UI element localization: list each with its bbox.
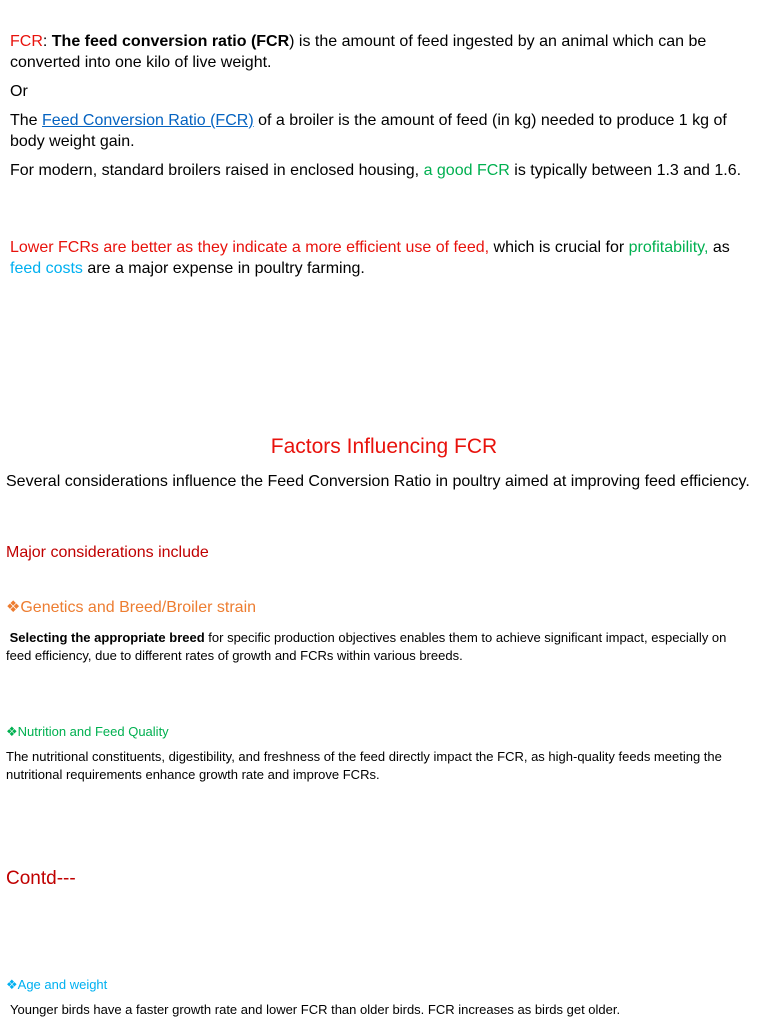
factors-title-text: Factors Influencing FCR	[270, 435, 498, 458]
fcr-definition-rest: ) is the amount of feed ingested by an animal which can be converted into one kilo of live weight.	[10, 33, 707, 71]
broiler-definition-rest: of a broiler is the amount of feed (in kg) needed to produce 1 kg of body weight gain.	[10, 112, 727, 150]
diamond-bullet-icon: ❖	[6, 977, 18, 992]
factors-title	[0, 435, 768, 459]
genetics-rest: for specific production objectives enables them to achieve significant impact, especially on feed efficiency, due to different rates of growth and FCRs within various breeds.	[6, 630, 727, 663]
broiler-definition	[0, 110, 768, 152]
lower-fcr-text	[0, 237, 768, 279]
major-considerations	[0, 544, 768, 562]
as-text: as	[708, 239, 730, 256]
age-text	[0, 1001, 768, 1019]
factors-intro	[0, 471, 768, 492]
the-text: The	[10, 112, 43, 129]
age-heading	[0, 976, 768, 994]
or-line	[0, 81, 768, 102]
fcr-definition	[0, 31, 768, 73]
expense-text: are a major expense in poultry farming.	[82, 260, 365, 277]
fcr-bold-definition: The feed conversion ratio (FCR	[51, 33, 290, 50]
age-heading-text: Age and weight	[17, 977, 108, 992]
diamond-bullet-icon: ❖	[6, 724, 18, 739]
fcr-link[interactable]: Feed Conversion Ratio (FCR)	[42, 112, 254, 129]
nutrition-heading-text: Nutrition and Feed Quality	[17, 724, 169, 739]
nutrition-text-body: The nutritional constituents, digestibility, and freshness of the feed directly impact the FCR, as high-quality feeds meeting the nutritional requirements enhance growth rate and improve FCRs.	[6, 749, 722, 782]
profitability-text: profitability,	[628, 239, 709, 256]
good-fcr: a good FCR	[423, 162, 510, 179]
diamond-bullet-icon: ❖	[6, 599, 21, 616]
lower-fcr-rest: which is crucial for	[489, 239, 629, 256]
nutrition-heading	[0, 723, 768, 741]
factors-intro-text: Several considerations influence the Feed Conversion Ratio in poultry aimed at improving feed efficiency.	[6, 473, 750, 490]
genetics-heading-text: Genetics and Breed/Broiler strain	[20, 599, 257, 616]
contd-label: Contd---	[6, 868, 76, 889]
fcr-label: FCR	[10, 33, 43, 50]
modern-post: is typically between 1.3 and 1.6.	[509, 162, 742, 179]
genetics-bold: Selecting the appropriate breed	[9, 630, 205, 645]
age-text-body: Younger birds have a faster growth rate and lower FCR than older birds. FCR increases as birds get older.	[10, 1002, 621, 1017]
major-considerations-text: Major considerations include	[6, 544, 209, 561]
contd-text	[0, 868, 768, 890]
nutrition-text	[0, 748, 768, 784]
genetics-heading	[0, 597, 768, 617]
colon: :	[42, 33, 52, 50]
genetics-text	[0, 629, 768, 665]
modern-pre: For modern, standard broilers raised in enclosed housing,	[10, 162, 424, 179]
or-text: Or	[10, 83, 28, 100]
feed-costs-text: feed costs	[10, 260, 83, 277]
modern-broilers-text	[0, 160, 768, 181]
lower-fcr-red: Lower FCRs are better as they indicate a more efficient use of feed,	[10, 239, 490, 256]
